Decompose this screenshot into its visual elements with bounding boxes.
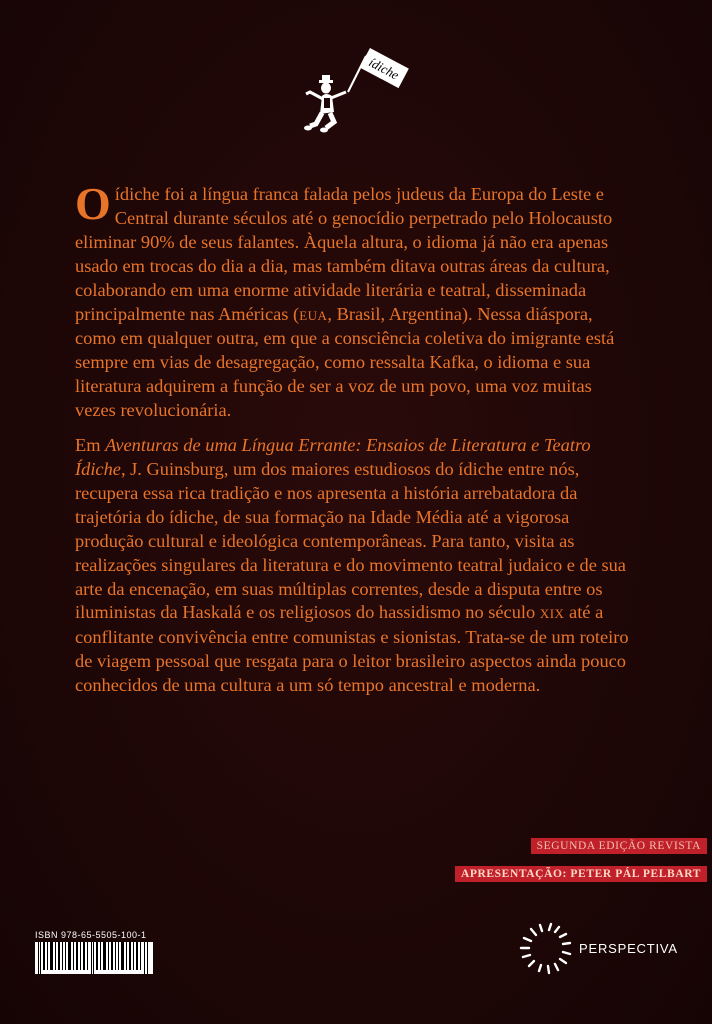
isbn-text: ISBN 978-65-5505-100-1 [35,930,147,940]
edition-label: SEGUNDA EDIÇÃO REVISTA [531,838,707,854]
barcode-bars [35,942,153,974]
paragraph-2-text-b: , J. Guinsburg, um dos maiores estudiosos do ídiche entre nós, recupera essa rica tradição e nos apresenta a história arrebatadora da trajetória do ídiche, de sua formação na Idade Média até a vigorosa produção cultural e ideológica contemporâneas. Para tanto, visita as realizações singulares da literatura e do movimento teatral judaico e de sua arte da encenação, em suas múltiplas correntes, desde a disputa entre os iluministas da Haskalá e os religiosos do hassidismo no século [75,458,626,623]
flag-text: ídiche [366,54,402,83]
publisher-logo [515,922,685,978]
paragraph-1-abbr: EUA [299,307,328,323]
paragraph-2-text-a: Em [75,435,106,456]
synopsis-text [75,178,635,698]
publisher-name: PERSPECTIVA [579,941,678,956]
dancing-figure-with-flag-illustration [296,42,412,138]
book-title: Aventuras de uma Língua Errante: Ensaios de Literatura e Teatro Ídiche [75,435,591,479]
presentation-label: APRESENTAÇÃO: PETER PÁL PELBART [455,866,707,882]
drop-cap: O [75,178,111,229]
paragraph-2-text-c: até a conflitante convivência entre comunistas e sionistas. Trata-se de um roteiro de viagem pessoal que resgata para o leitor brasileiro aspectos ainda pouco conhecidos de uma cultura a um só tempo ancestral e moderna. [75,602,629,696]
barcode [35,942,153,974]
paragraph-2-century: XIX [539,606,565,622]
synopsis-paragraph-2 [75,434,635,698]
paragraph-1-text-b: , Brasil, Argentina). Nessa diáspora, como em qualquer outra, em que a consciência coletiva do imigrante está sempre em vias de desagregação, como ressalta Kafka, o idioma e sua literatura adquirem a função de ser a voz de um povo, uma voz muitas vezes revolucionária. [75,303,615,421]
barcode-block [35,930,155,976]
synopsis-paragraph-1 [75,178,635,423]
perspectiva-burst-icon [515,922,575,978]
paragraph-1-text-a: ídiche foi a língua franca falada pelos judeus da Europa do Leste e Central durante séculos até o genocídio perpetrado pelo Holocausto eliminar 90% de seus falantes. Àquela altura, o idioma já não era apenas usado em trocas do dia a dia, mas também ditava outras áreas da cultura, colaborando em uma enorme atividade literária e teatral, disseminada principalmente nas Américas ( [75,184,613,324]
